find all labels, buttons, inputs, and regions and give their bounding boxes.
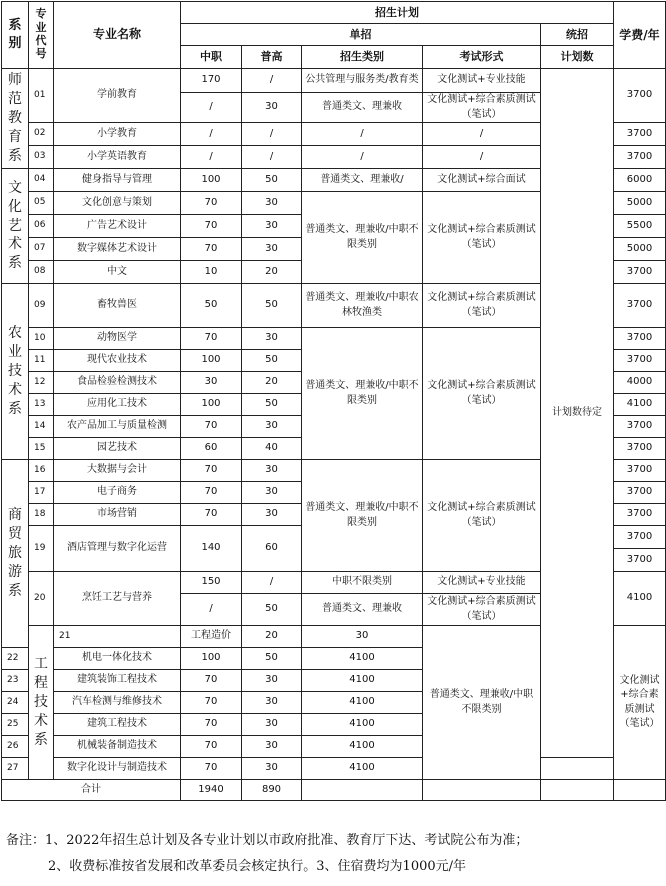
header-plan: 招生计划 xyxy=(181,2,614,24)
zhongzhi-cell: 10 xyxy=(181,261,242,284)
exam-cell: 文化测试+专业技能 xyxy=(423,572,541,594)
code-cell: 03 xyxy=(29,146,54,169)
exam-cell: 文化测试+综合素质测试（笔试） xyxy=(423,93,541,123)
zhongzhi-cell: / xyxy=(181,93,242,123)
zhongzhi-cell: 150 xyxy=(181,572,242,594)
putonggao-cell: 30 xyxy=(242,670,302,692)
zhongzhi-cell: 70 xyxy=(181,215,242,238)
zhongzhi-cell: 70 xyxy=(181,238,242,261)
fee-cell: 3700 xyxy=(614,460,666,482)
zhongzhi-cell: 70 xyxy=(181,192,242,215)
exam-cell: 文化测试+综合素质测试（笔试） xyxy=(614,626,666,780)
dept-cell: 文化艺术系 xyxy=(2,169,29,284)
fee-cell: 3700 xyxy=(614,526,666,549)
major-cell: 园艺技术 xyxy=(54,438,181,460)
major-cell: 烹饪工艺与营养 xyxy=(54,572,181,626)
zhongzhi-cell: / xyxy=(181,594,242,626)
putonggao-cell: 30 xyxy=(242,692,302,714)
category-cell: 普通类文、理兼收/ xyxy=(302,169,423,192)
category-cell: 普通类文、理兼收/中职不限类别 xyxy=(302,328,423,460)
zhongzhi-cell: 170 xyxy=(181,69,242,93)
code-cell: 05 xyxy=(29,192,54,215)
zhongzhi-cell: / xyxy=(181,123,242,146)
header-category: 招生类别 xyxy=(302,46,423,69)
exam-cell: 文化测试+专业技能 xyxy=(423,69,541,93)
table-row xyxy=(2,69,666,93)
zhongzhi-cell: 70 xyxy=(181,460,242,482)
exam-cell: 文化测试+综合素质测试（笔试） xyxy=(423,192,541,284)
fee-cell: 4100 xyxy=(302,670,423,692)
exam-cell: 文化测试+综合素质测试（笔试） xyxy=(423,284,541,328)
zhongzhi-cell: 30 xyxy=(181,372,242,394)
zhongzhi-cell: 70 xyxy=(181,504,242,526)
exam-cell: 文化测试+综合素质测试（笔试） xyxy=(423,328,541,460)
header-exam: 考试形式 xyxy=(423,46,541,69)
code-cell: 07 xyxy=(29,238,54,261)
zhongzhi-cell: 100 xyxy=(181,394,242,416)
category-cell: / xyxy=(302,123,423,146)
major-cell: 畜牧兽医 xyxy=(54,284,181,328)
fee-cell: 4100 xyxy=(614,572,666,626)
category-cell: 普通类文、理兼收/中职不限类别 xyxy=(423,626,541,780)
header-single: 单招 xyxy=(181,24,541,46)
major-cell: 中文 xyxy=(54,261,181,284)
major-cell: 建筑工程技术 xyxy=(54,714,181,736)
fee-cell: 3700 xyxy=(614,69,666,123)
fee-cell: 5000 xyxy=(614,238,666,261)
fee-cell: 3700 xyxy=(614,146,666,169)
header-department: 系别 xyxy=(2,2,29,69)
header-plan-count: 计划数 xyxy=(541,46,614,69)
major-cell: 广告艺术设计 xyxy=(54,215,181,238)
putonggao-cell: 20 xyxy=(242,261,302,284)
code-cell: 11 xyxy=(29,350,54,372)
fee-cell: 5500 xyxy=(614,215,666,238)
major-cell: 健身指导与管理 xyxy=(54,169,181,192)
notes xyxy=(6,828,662,880)
code-cell: 12 xyxy=(29,372,54,394)
fee-cell: 3700 xyxy=(614,284,666,328)
zhongzhi-cell: 140 xyxy=(181,526,242,572)
major-cell: 小学英语教育 xyxy=(54,146,181,169)
zhongzhi-cell: 70 xyxy=(181,714,242,736)
exam-cell: 文化测试+综合面试 xyxy=(423,169,541,192)
major-cell: 小学教育 xyxy=(54,123,181,146)
putonggao-cell: 30 xyxy=(242,736,302,758)
enrollment-plan-table xyxy=(1,1,666,801)
putonggao-cell: 50 xyxy=(242,648,302,670)
header-row-1 xyxy=(2,2,666,24)
fee-cell: 3700 xyxy=(614,328,666,350)
total-zhongzhi: 1940 xyxy=(181,780,242,801)
fee-cell: 3700 xyxy=(614,549,666,572)
header-zhongzhi: 中职 xyxy=(181,46,242,69)
category-cell: / xyxy=(302,146,423,169)
header-fee: 学费/年 xyxy=(614,2,666,69)
code-cell: 17 xyxy=(29,482,54,504)
putonggao-cell: 20 xyxy=(242,372,302,394)
code-cell: 25 xyxy=(2,714,29,736)
dept-cell: 农业技术系 xyxy=(2,284,29,460)
dept-cell: 师范教育系 xyxy=(2,69,29,169)
putonggao-cell: 30 xyxy=(242,93,302,123)
major-cell: 市场营销 xyxy=(54,504,181,526)
code-cell: 21 xyxy=(54,626,181,648)
putonggao-cell: 30 xyxy=(242,215,302,238)
fee-cell: 4100 xyxy=(302,648,423,670)
major-cell: 动物医学 xyxy=(54,328,181,350)
putonggao-cell: 30 xyxy=(242,238,302,261)
unified-plan-cell: 计划数待定 xyxy=(541,69,614,758)
zhongzhi-cell: 60 xyxy=(181,438,242,460)
code-cell: 02 xyxy=(29,123,54,146)
code-cell: 22 xyxy=(2,648,29,670)
code-cell: 01 xyxy=(29,69,54,123)
putonggao-cell: 50 xyxy=(242,284,302,328)
major-cell: 大数据与会计 xyxy=(54,460,181,482)
header-major: 专业名称 xyxy=(54,2,181,69)
zhongzhi-cell: / xyxy=(181,146,242,169)
zhongzhi-cell: 70 xyxy=(181,482,242,504)
dept-cell: 工程技术系 xyxy=(29,626,54,780)
putonggao-cell: / xyxy=(242,146,302,169)
major-cell: 工程造价 xyxy=(181,626,242,648)
code-cell: 08 xyxy=(29,261,54,284)
major-cell: 机械装备制造技术 xyxy=(54,736,181,758)
putonggao-cell: 30 xyxy=(242,504,302,526)
note-line-2: 2、收费标准按省发展和改革委员会核定执行。3、住宿费均为1000元/年 xyxy=(48,859,467,874)
fee-cell: 3700 xyxy=(614,504,666,526)
zhongzhi-cell: 100 xyxy=(181,169,242,192)
category-cell: 普通类文、理兼收/中职不限类别 xyxy=(302,460,423,572)
note-line-1: 备注：1、2022年招生总计划及各专业计划以市政府批准、教育厅下达、考试院公布为准； xyxy=(6,833,529,848)
putonggao-cell: 30 xyxy=(302,626,423,648)
major-cell: 文化创意与策划 xyxy=(54,192,181,215)
putonggao-cell: 50 xyxy=(242,594,302,626)
header-code: 专业代号 xyxy=(29,2,54,69)
exam-cell: 文化测试+综合素质测试（笔试） xyxy=(423,594,541,626)
total-putonggao: 890 xyxy=(242,780,302,801)
major-cell: 酒店管理与数字化运营 xyxy=(54,526,181,572)
code-cell: 26 xyxy=(2,736,29,758)
fee-cell: 6000 xyxy=(614,169,666,192)
putonggao-cell: 30 xyxy=(242,328,302,350)
dept-cell: 商贸旅游系 xyxy=(2,460,29,648)
zhongzhi-cell: 70 xyxy=(181,416,242,438)
fee-cell: 3700 xyxy=(614,416,666,438)
exam-cell: / xyxy=(423,123,541,146)
fee-cell: 4100 xyxy=(302,692,423,714)
exam-cell: 文化测试+综合素质测试（笔试） xyxy=(423,460,541,572)
table-row xyxy=(2,758,666,780)
category-cell: 普通类文、理兼收 xyxy=(302,594,423,626)
major-cell: 电子商务 xyxy=(54,482,181,504)
code-cell: 14 xyxy=(29,416,54,438)
code-cell: 18 xyxy=(29,504,54,526)
category-cell: 普通类文、理兼收/中职不限类别 xyxy=(302,192,423,284)
major-cell: 现代农业技术 xyxy=(54,350,181,372)
putonggao-cell: 60 xyxy=(242,526,302,572)
putonggao-cell: 30 xyxy=(242,758,302,780)
putonggao-cell: 50 xyxy=(242,350,302,372)
empty-cell xyxy=(541,780,614,801)
zhongzhi-cell: 100 xyxy=(181,648,242,670)
zhongzhi-cell: 70 xyxy=(181,328,242,350)
putonggao-cell: 30 xyxy=(242,460,302,482)
code-cell: 15 xyxy=(29,438,54,460)
code-cell: 04 xyxy=(29,169,54,192)
code-cell: 06 xyxy=(29,215,54,238)
total-row xyxy=(2,780,666,801)
category-cell: 公共管理与服务类/教育类 xyxy=(302,69,423,93)
code-cell: 19 xyxy=(29,526,54,572)
putonggao-cell: 30 xyxy=(242,714,302,736)
code-cell: 27 xyxy=(2,758,29,780)
putonggao-cell: 50 xyxy=(242,169,302,192)
fee-cell: 3700 xyxy=(614,123,666,146)
fee-cell: 3700 xyxy=(614,438,666,460)
code-cell: 09 xyxy=(29,284,54,328)
empty-cell xyxy=(302,780,423,801)
category-cell: 普通类文、理兼收/中职农林牧渔类 xyxy=(302,284,423,328)
code-cell: 24 xyxy=(2,692,29,714)
putonggao-cell: 50 xyxy=(242,394,302,416)
major-cell: 农产品加工与质量检测 xyxy=(54,416,181,438)
header-unified: 统招 xyxy=(541,24,614,46)
empty-cell xyxy=(423,780,541,801)
major-cell: 数字媒体艺术设计 xyxy=(54,238,181,261)
code-cell: 16 xyxy=(29,460,54,482)
putonggao-cell: / xyxy=(242,572,302,594)
putonggao-cell: 30 xyxy=(242,416,302,438)
zhongzhi-cell: 70 xyxy=(181,736,242,758)
fee-cell: 4100 xyxy=(302,736,423,758)
major-cell: 应用化工技术 xyxy=(54,394,181,416)
fee-cell: 4100 xyxy=(614,394,666,416)
fee-cell: 4100 xyxy=(302,714,423,736)
putonggao-cell: / xyxy=(242,69,302,93)
major-cell: 数字化设计与制造技术 xyxy=(54,758,181,780)
zhongzhi-cell: 70 xyxy=(181,758,242,780)
total-label: 合计 xyxy=(2,780,181,801)
putonggao-cell: 30 xyxy=(242,482,302,504)
major-cell: 机电一体化技术 xyxy=(54,648,181,670)
zhongzhi-cell: 70 xyxy=(181,670,242,692)
exam-cell: / xyxy=(423,146,541,169)
code-cell: 13 xyxy=(29,394,54,416)
code-cell: 23 xyxy=(2,670,29,692)
major-cell: 汽车检测与维修技术 xyxy=(54,692,181,714)
empty-cell xyxy=(614,780,666,801)
code-cell: 10 xyxy=(29,328,54,350)
fee-cell: 3700 xyxy=(614,482,666,504)
fee-cell: 4000 xyxy=(614,372,666,394)
major-cell: 食品检验检测技术 xyxy=(54,372,181,394)
code-cell: 20 xyxy=(29,572,54,626)
header-putonggao: 普高 xyxy=(242,46,302,69)
category-cell: 中职不限类别 xyxy=(302,572,423,594)
fee-cell: 4100 xyxy=(302,758,423,780)
major-cell: 学前教育 xyxy=(54,69,181,123)
fee-cell: 3700 xyxy=(614,350,666,372)
zhongzhi-cell: 20 xyxy=(242,626,302,648)
fee-cell: 3700 xyxy=(614,261,666,284)
putonggao-cell: 40 xyxy=(242,438,302,460)
category-cell: 普通类文、理兼收 xyxy=(302,93,423,123)
zhongzhi-cell: 70 xyxy=(181,692,242,714)
putonggao-cell: 30 xyxy=(242,192,302,215)
zhongzhi-cell: 100 xyxy=(181,350,242,372)
zhongzhi-cell: 50 xyxy=(181,284,242,328)
fee-cell: 5000 xyxy=(614,192,666,215)
putonggao-cell: / xyxy=(242,123,302,146)
major-cell: 建筑装饰工程技术 xyxy=(54,670,181,692)
